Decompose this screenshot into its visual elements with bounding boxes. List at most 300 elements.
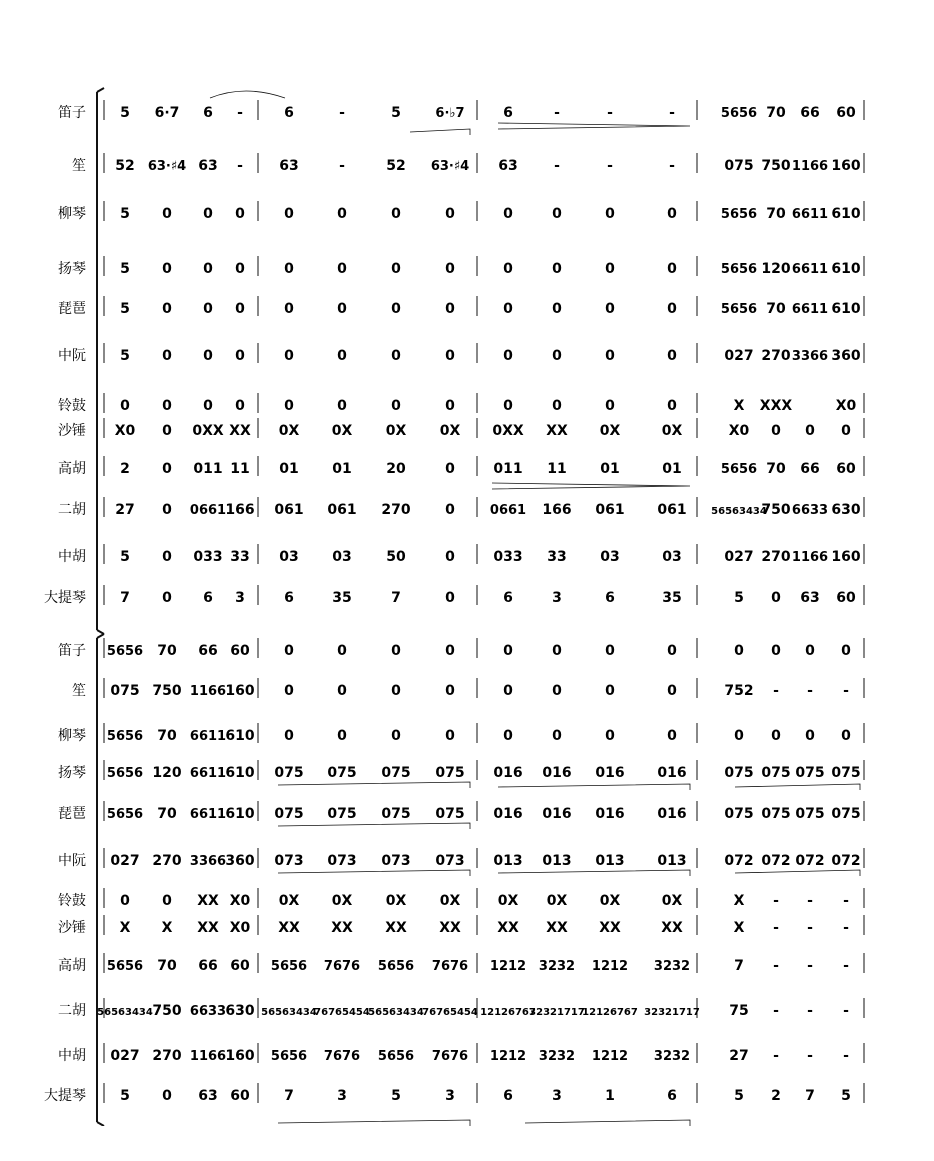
note: 166 [225, 502, 255, 518]
note: 075 [110, 683, 140, 699]
note: 0 [445, 549, 455, 565]
hairpin [735, 784, 860, 790]
note: 0 [162, 1088, 172, 1104]
note: - [607, 105, 613, 121]
note: 0 [391, 728, 401, 744]
note: 075 [724, 158, 754, 174]
note: 075 [761, 765, 791, 781]
note: 610 [225, 728, 255, 744]
note: 76765454 [422, 1007, 478, 1018]
note: 075 [795, 806, 825, 822]
note: 5 [120, 301, 130, 317]
note: 0X [331, 893, 353, 909]
note: 70 [157, 806, 177, 822]
note: 610 [831, 261, 861, 277]
note: 073 [381, 853, 411, 869]
note: 075 [274, 765, 304, 781]
note: 1212 [489, 1049, 527, 1064]
note: 0 [337, 206, 347, 222]
note: 0 [667, 206, 677, 222]
note: 70 [766, 206, 786, 222]
note: 60 [836, 105, 856, 121]
note: 6·7 [154, 105, 180, 121]
hairpin [735, 870, 860, 876]
note: 0 [605, 348, 615, 364]
note: - [843, 1048, 849, 1064]
note: 5 [120, 206, 130, 222]
note: 0 [667, 261, 677, 277]
instrument-name: 沙锤 [58, 920, 86, 936]
score-page [36, 36, 900, 1126]
note: - [773, 893, 779, 909]
note: 6 [284, 105, 294, 121]
note: 5656 [377, 1049, 415, 1064]
note: 70 [157, 728, 177, 744]
instrument-name: 笙 [72, 683, 86, 699]
note: 360 [225, 853, 255, 869]
note: 0 [162, 348, 172, 364]
score-canvas [36, 36, 900, 1126]
instrument-name: 高胡 [58, 958, 86, 974]
note: 0X [439, 893, 461, 909]
note: 1166 [791, 159, 829, 174]
note: 5656 [720, 262, 758, 277]
note: 0 [667, 301, 677, 317]
note: 1 [605, 1088, 615, 1104]
hairpin [410, 129, 470, 135]
note: 01 [279, 461, 299, 477]
note: 0 [841, 728, 851, 744]
note: 0 [284, 728, 294, 744]
note: 160 [225, 1048, 255, 1064]
note: XX [229, 423, 251, 439]
note: 750 [152, 1003, 182, 1019]
note: 63 [198, 1088, 218, 1104]
note: 6611 [189, 729, 227, 744]
note: 027 [110, 1048, 140, 1064]
note: 20 [386, 461, 406, 477]
note: 0 [734, 643, 744, 659]
note: 63 [498, 158, 518, 174]
note: X0 [229, 893, 251, 909]
note: 0 [162, 301, 172, 317]
note: - [669, 105, 675, 121]
note: 0 [445, 206, 455, 222]
note: X [119, 920, 131, 936]
note: 0X [385, 893, 407, 909]
note: 0 [445, 683, 455, 699]
note: X [733, 920, 745, 936]
note: 0X [439, 423, 461, 439]
note: 270 [761, 348, 791, 364]
note: 013 [542, 853, 572, 869]
note: 6611 [791, 302, 829, 317]
note: 2 [771, 1088, 781, 1104]
note: 50 [386, 549, 406, 565]
note: 0 [445, 590, 455, 606]
note: 3232 [653, 1049, 691, 1064]
note: 750 [761, 502, 791, 518]
note: 63 [800, 590, 820, 606]
note: 0 [284, 643, 294, 659]
note: 56563434 [261, 1007, 317, 1018]
note: 016 [657, 765, 687, 781]
note: 7 [284, 1088, 294, 1104]
note: 03 [332, 549, 352, 565]
note: 63·♯4 [430, 159, 470, 174]
note: 66 [800, 461, 820, 477]
note: 0 [552, 348, 562, 364]
note: 072 [795, 853, 825, 869]
note: 0 [445, 461, 455, 477]
note: 027 [110, 853, 140, 869]
note: 0661 [489, 503, 527, 518]
note: 3232 [538, 959, 576, 974]
note: 610 [831, 206, 861, 222]
note: 0 [391, 643, 401, 659]
note: 0 [337, 728, 347, 744]
note: 0 [445, 261, 455, 277]
note: 016 [595, 765, 625, 781]
note: - [807, 958, 813, 974]
note: 0 [771, 643, 781, 659]
note: 0 [503, 348, 513, 364]
note: 11 [230, 461, 250, 477]
note: 630 [831, 502, 861, 518]
note: 073 [274, 853, 304, 869]
note: 011 [193, 461, 223, 477]
note: 0 [337, 301, 347, 317]
note: 270 [152, 853, 182, 869]
note: 5656 [720, 207, 758, 222]
note: 075 [831, 806, 861, 822]
note: 32321717 [529, 1007, 585, 1018]
note: 0XX [192, 423, 224, 439]
note: 013 [657, 853, 687, 869]
note: 63·♯4 [147, 159, 187, 174]
instrument-name: 笙 [72, 158, 86, 174]
note: 70 [766, 461, 786, 477]
note: 016 [493, 806, 523, 822]
note: 1166 [791, 550, 829, 565]
note: 0 [445, 643, 455, 659]
note: 073 [327, 853, 357, 869]
note: - [773, 683, 779, 699]
note: 0X [599, 423, 621, 439]
note: 072 [761, 853, 791, 869]
note: 0 [162, 261, 172, 277]
note: 0 [445, 301, 455, 317]
note: 061 [327, 502, 357, 518]
note: - [843, 958, 849, 974]
hairpin [498, 784, 690, 790]
note: 6 [503, 1088, 513, 1104]
note: 270 [152, 1048, 182, 1064]
note: 075 [724, 806, 754, 822]
note: 5656 [106, 729, 144, 744]
note: 0 [552, 398, 562, 414]
note: 12126767 [480, 1007, 536, 1018]
note: 0X [661, 423, 683, 439]
note: 35 [332, 590, 352, 606]
note: 3 [445, 1088, 455, 1104]
note: 752 [724, 683, 754, 699]
note: 0 [805, 643, 815, 659]
note: 0 [841, 643, 851, 659]
note: 3366 [791, 349, 829, 364]
note: - [843, 920, 849, 936]
note: 63 [279, 158, 299, 174]
note: 5656 [720, 462, 758, 477]
note: 0 [391, 206, 401, 222]
instrument-name: 扬琴 [58, 261, 86, 277]
note: 0 [337, 683, 347, 699]
note: 0 [605, 728, 615, 744]
note: 270 [381, 502, 411, 518]
note: - [607, 158, 613, 174]
note: 120 [152, 765, 182, 781]
note: 6 [203, 105, 213, 121]
note: 7676 [323, 1049, 361, 1064]
note: 60 [836, 461, 856, 477]
hairpin [498, 123, 690, 129]
note: 35 [662, 590, 682, 606]
note: XX [197, 893, 219, 909]
note: XX [546, 423, 568, 439]
note: 0X [546, 893, 568, 909]
note: 5 [734, 1088, 744, 1104]
note: 5656 [106, 766, 144, 781]
hairpin [278, 1120, 470, 1126]
note: 70 [766, 301, 786, 317]
note: 60 [230, 643, 250, 659]
note: 6·♭7 [435, 106, 465, 121]
note: 120 [761, 261, 791, 277]
note: 76765454 [314, 1007, 370, 1018]
note: 0X [331, 423, 353, 439]
note: 0 [552, 728, 562, 744]
note: 7676 [323, 959, 361, 974]
system-bracket-bottom [97, 1122, 104, 1126]
note: 0X [385, 423, 407, 439]
instrument-name: 二胡 [58, 502, 86, 518]
note: 610 [831, 301, 861, 317]
note: 027 [724, 549, 754, 565]
note: 0 [552, 643, 562, 659]
note: 6633 [791, 503, 829, 518]
note: 0 [667, 683, 677, 699]
note: 0 [605, 683, 615, 699]
note: 0 [162, 502, 172, 518]
system-bracket-top [97, 88, 104, 92]
note: 0 [503, 261, 513, 277]
note: 27 [115, 502, 135, 518]
note: - [339, 105, 345, 121]
note: 0 [771, 590, 781, 606]
note: 0 [805, 728, 815, 744]
note: 166 [542, 502, 572, 518]
note: 1212 [489, 959, 527, 974]
note: 0 [667, 643, 677, 659]
note: 3 [235, 590, 245, 606]
note: 0 [235, 348, 245, 364]
note: 0 [162, 206, 172, 222]
hairpin [525, 1120, 690, 1126]
note: 66 [198, 643, 218, 659]
note: 70 [157, 958, 177, 974]
note: 0 [503, 683, 513, 699]
note: X [733, 893, 745, 909]
note: - [669, 158, 675, 174]
note: - [807, 683, 813, 699]
note: 750 [761, 158, 791, 174]
note: 016 [595, 806, 625, 822]
note: 01 [332, 461, 352, 477]
hairpin [492, 483, 690, 489]
note: 0 [284, 261, 294, 277]
note: 7676 [431, 1049, 469, 1064]
note: 0 [203, 398, 213, 414]
note: 0 [235, 398, 245, 414]
instrument-name: 扬琴 [58, 765, 86, 781]
note: 0 [503, 206, 513, 222]
instrument-name: 铃鼓 [58, 893, 86, 909]
note: 027 [724, 348, 754, 364]
note: 072 [724, 853, 754, 869]
note: 0 [552, 301, 562, 317]
note: 66 [198, 958, 218, 974]
note: - [773, 958, 779, 974]
note: - [237, 158, 243, 174]
instrument-name: 中阮 [58, 853, 86, 869]
note: - [773, 920, 779, 936]
note: 0 [445, 398, 455, 414]
note: 0X [497, 893, 519, 909]
note: 11 [547, 461, 567, 477]
note: 0 [391, 683, 401, 699]
note: 0 [203, 261, 213, 277]
note: X [733, 398, 745, 414]
note: 56563434 [97, 1007, 153, 1018]
note: XX [497, 920, 519, 936]
note: 075 [327, 806, 357, 822]
note: 6611 [189, 807, 227, 822]
note: - [554, 105, 560, 121]
note: 27 [729, 1048, 749, 1064]
note: - [807, 920, 813, 936]
note: 0 [162, 423, 172, 439]
note: 0 [284, 398, 294, 414]
note: 360 [831, 348, 861, 364]
note: 0X [599, 893, 621, 909]
note: 016 [493, 765, 523, 781]
note: 072 [831, 853, 861, 869]
note: 750 [152, 683, 182, 699]
note: 016 [542, 806, 572, 822]
note: 075 [381, 765, 411, 781]
note: 5656 [720, 302, 758, 317]
note: 075 [381, 806, 411, 822]
note: X0 [229, 920, 251, 936]
note: 013 [493, 853, 523, 869]
note: XX [385, 920, 407, 936]
note: - [773, 1048, 779, 1064]
note: 160 [831, 158, 861, 174]
note: 0X [278, 893, 300, 909]
note: 03 [600, 549, 620, 565]
note: 0 [284, 683, 294, 699]
note: 70 [766, 105, 786, 121]
note: 5656 [106, 807, 144, 822]
note: - [807, 893, 813, 909]
note: 0 [605, 301, 615, 317]
note: 1212 [591, 1049, 629, 1064]
note: 0 [235, 261, 245, 277]
note: 1212 [591, 959, 629, 974]
hairpin [278, 782, 470, 788]
note: 011 [493, 461, 523, 477]
note: - [843, 683, 849, 699]
note: 0 [503, 643, 513, 659]
note: 6 [284, 590, 294, 606]
note: 0 [503, 301, 513, 317]
note: 610 [225, 806, 255, 822]
note: 7 [391, 590, 401, 606]
note: 0 [734, 728, 744, 744]
note: XX [331, 920, 353, 936]
note: 0 [503, 398, 513, 414]
note: 03 [279, 549, 299, 565]
note: - [807, 1003, 813, 1019]
note: 075 [435, 806, 465, 822]
note: 60 [230, 1088, 250, 1104]
note: 0 [605, 643, 615, 659]
note: 061 [657, 502, 687, 518]
instrument-name: 琵琶 [58, 301, 86, 317]
note: 5 [841, 1088, 851, 1104]
note: 56563434 [368, 1007, 424, 1018]
system-bracket-bottom [97, 630, 104, 634]
note: X0 [835, 398, 857, 414]
note: 01 [662, 461, 682, 477]
note: 60 [230, 958, 250, 974]
note: 3 [552, 1088, 562, 1104]
note: 5 [734, 590, 744, 606]
note: 610 [225, 765, 255, 781]
slur [210, 91, 285, 98]
note: 630 [225, 1003, 255, 1019]
note: X0 [114, 423, 136, 439]
note: 12126767 [582, 1007, 638, 1018]
note: 0 [391, 348, 401, 364]
note: 0 [337, 643, 347, 659]
note: 0 [162, 461, 172, 477]
note: 52 [386, 158, 406, 174]
note: 0 [162, 398, 172, 414]
note: 0 [605, 261, 615, 277]
note: 0 [445, 728, 455, 744]
note: 0 [203, 206, 213, 222]
note: 1166 [189, 684, 227, 699]
note: 3 [337, 1088, 347, 1104]
note: - [843, 893, 849, 909]
note: 6611 [791, 207, 829, 222]
note: 0 [667, 728, 677, 744]
note: 0 [552, 683, 562, 699]
note: 6633 [189, 1004, 227, 1019]
note: 0 [391, 261, 401, 277]
note: 5656 [720, 106, 758, 121]
